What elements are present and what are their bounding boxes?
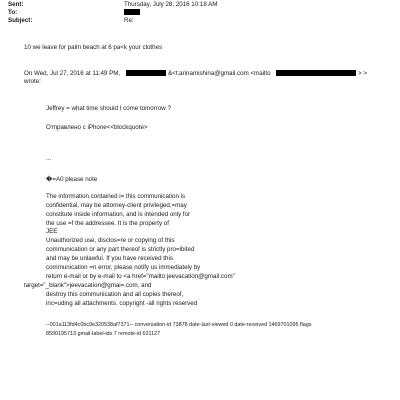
disclaimer-line: communication =n error, please notify us immediately by [46, 264, 201, 271]
disclaimer-line: communication or any part thereof is strictly pro=ibited [46, 246, 195, 253]
footer-metadata-line-1: --001a113fd4c0bc9e320538af7371-- conversation-id 73878 date-last-viewed 0 date-received 1469701095 flags [46, 322, 312, 328]
quoted-note: �=A0 please note [46, 176, 98, 183]
disclaimer-line: and may be unlawful. If you have received this [46, 255, 173, 262]
disclaimer-line: constitute inside information, and is intended only for [46, 211, 191, 218]
redacted-sender [126, 70, 166, 76]
disclaimer-line: The information contained i= this communication is [46, 193, 186, 200]
subject-label: Subject: [8, 17, 33, 24]
disclaimer-line: confidential, may be attorney-client privileged,=may [46, 202, 187, 209]
redacted-sender-email [276, 70, 356, 76]
disclaimer-line: the use =f the addressee. It is the property of [46, 220, 169, 227]
disclaimer-line: inc=uding all attachments. copyright -all rights reserved [46, 300, 198, 307]
disclaimer-line: destroy this communication and all copies thereof, [46, 291, 184, 298]
sent-value: Thursday, July 28, 2016 10:18 AM [124, 1, 218, 8]
quote-header-part2: &<t;arinamishina@gmail.com <mailto [168, 70, 271, 77]
quote-header-part3: > > [358, 70, 367, 77]
quoted-line-2: Отправлено с iPhone<<blockquote> [46, 124, 148, 131]
disclaimer-line: Unauthorized use, disclos=re or copying of this [46, 237, 175, 244]
quote-header-part4: wrote: [24, 78, 41, 85]
subject-value: Re: [124, 17, 134, 24]
sent-label: Sent: [8, 1, 24, 8]
disclaimer-line: JEE [46, 228, 58, 235]
disclaimer-line: return e-mail or by e-mail to <a href="mailto:jeevacation@gmail.com" [46, 273, 235, 280]
quoted-ellipsis: ... [46, 155, 52, 162]
to-label: To: [8, 9, 18, 16]
quoted-line-1: Jeffrey = what time should I come tomorrow ? [46, 105, 171, 112]
disclaimer-line: target="_blank">jeevacation@gmai=.com, and [24, 282, 152, 289]
quote-header-part1: On Wed, Jul 27, 2016 at 11:49 PM, [24, 70, 121, 77]
message-line: 10 we leave for palm beach at 6 pa<k your clothes [24, 44, 163, 51]
footer-metadata-line-2: 8590195713 gmail-label-ids 7 remote-id 631127 [46, 331, 161, 337]
redacted-recipient [124, 9, 140, 15]
